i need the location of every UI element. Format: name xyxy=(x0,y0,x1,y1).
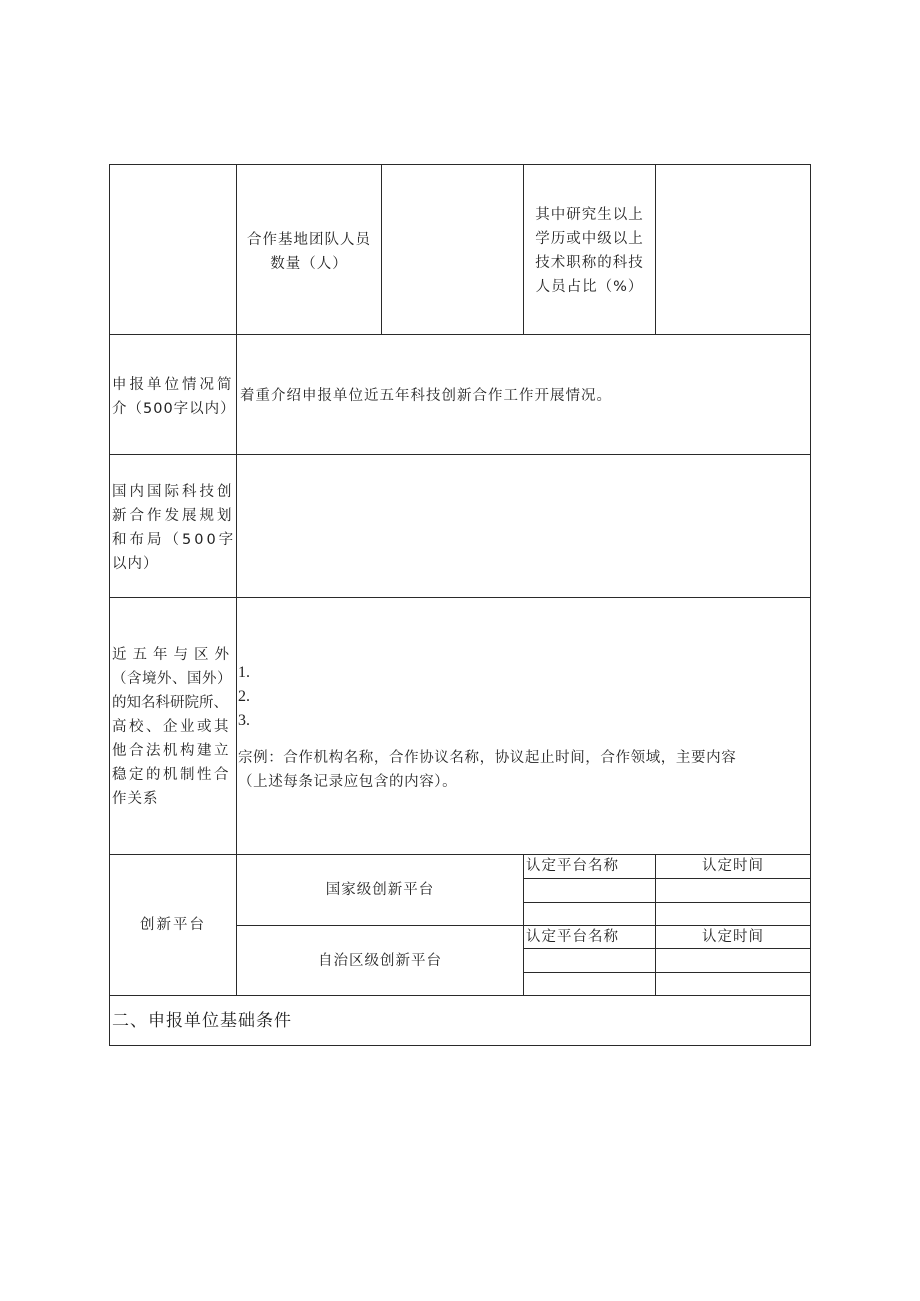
platform-label: 创新平台 xyxy=(140,917,206,933)
plan-label-line4: 以内） xyxy=(112,556,159,572)
border-bottom xyxy=(109,1045,811,1046)
ratio-label-line1: 其中研究生以上 xyxy=(535,207,644,223)
national-col-name: 认定平台名称 xyxy=(526,858,619,874)
relations-example-line2: （上述每条记录应包含的内容）。 xyxy=(238,774,458,790)
section-title: 二、申报单位基础条件 xyxy=(112,1011,292,1031)
team-size-label-line1: 合作基地团队人员 xyxy=(247,232,371,248)
row-divider xyxy=(109,334,811,335)
relations-item-3[interactable]: 3. xyxy=(238,712,250,729)
regional-platform-label: 自治区级创新平台 xyxy=(318,953,442,969)
relations-label-line2: （含境外、国外） xyxy=(112,671,232,687)
regional-name-cell-1[interactable] xyxy=(524,949,655,972)
national-name-cell-2[interactable] xyxy=(524,903,655,925)
regional-col-name: 认定平台名称 xyxy=(526,929,619,945)
relations-item-1[interactable]: 1. xyxy=(238,664,250,681)
national-time-cell-1[interactable] xyxy=(656,879,810,902)
team-size-label-line2: 数量（人） xyxy=(270,256,348,272)
relations-label-line7: 作关系 xyxy=(112,791,159,807)
regional-time-cell-1[interactable] xyxy=(656,949,810,972)
border-left xyxy=(109,164,110,1046)
ratio-label-line4: 人员占比（%） xyxy=(535,279,644,295)
plan-label-line1: 国内国际科技创 xyxy=(112,484,235,500)
intro-label-line1: 申报单位情况简 xyxy=(112,377,235,393)
team-size-input[interactable] xyxy=(382,165,522,334)
national-platform-label: 国家级创新平台 xyxy=(325,882,435,898)
relations-label-line1: 近五年与区外 xyxy=(112,647,235,663)
relations-label-line4: 高校、企业或其 xyxy=(112,719,231,735)
regional-time-cell-2[interactable] xyxy=(656,973,810,995)
plan-label-line3: 和布局（500字 xyxy=(112,532,237,548)
intro-label-line2: 介（500字以内） xyxy=(112,401,236,417)
national-col-time: 认定时间 xyxy=(702,858,764,874)
relations-example-line1: 宗例：合作机构名称，合作协议名称，协议起止时间，合作领域，主要内容 xyxy=(238,750,737,766)
relations-example xyxy=(238,746,736,794)
plan-label-line2: 新合作发展规划 xyxy=(112,508,235,524)
ratio-label-line3: 技术职称的科技 xyxy=(535,255,644,271)
plan-content[interactable] xyxy=(237,455,810,597)
ratio-label xyxy=(524,203,655,299)
relations-label xyxy=(112,643,235,811)
plan-label xyxy=(112,480,236,576)
ratio-input[interactable] xyxy=(656,165,810,334)
intro-label xyxy=(112,373,236,421)
border-right xyxy=(810,164,811,1046)
relations-label-line3: 的知名科研院所、 xyxy=(112,695,228,711)
national-name-cell-1[interactable] xyxy=(524,879,655,902)
intro-content[interactable]: 着重介绍申报单位近五年科技创新合作工作开展情况。 xyxy=(240,388,612,404)
relations-label-line6: 稳定的机制性合 xyxy=(112,767,231,783)
team-size-label xyxy=(237,228,381,276)
row-divider xyxy=(109,597,811,598)
relations-label-line5: 他合法机构建立 xyxy=(112,743,231,759)
relations-item-2[interactable]: 2. xyxy=(238,688,250,705)
row-divider xyxy=(109,995,811,996)
national-time-cell-2[interactable] xyxy=(656,903,810,925)
ratio-label-line2: 学历或中级以上 xyxy=(535,231,644,247)
regional-col-time: 认定时间 xyxy=(702,929,764,945)
regional-name-cell-2[interactable] xyxy=(524,973,655,995)
